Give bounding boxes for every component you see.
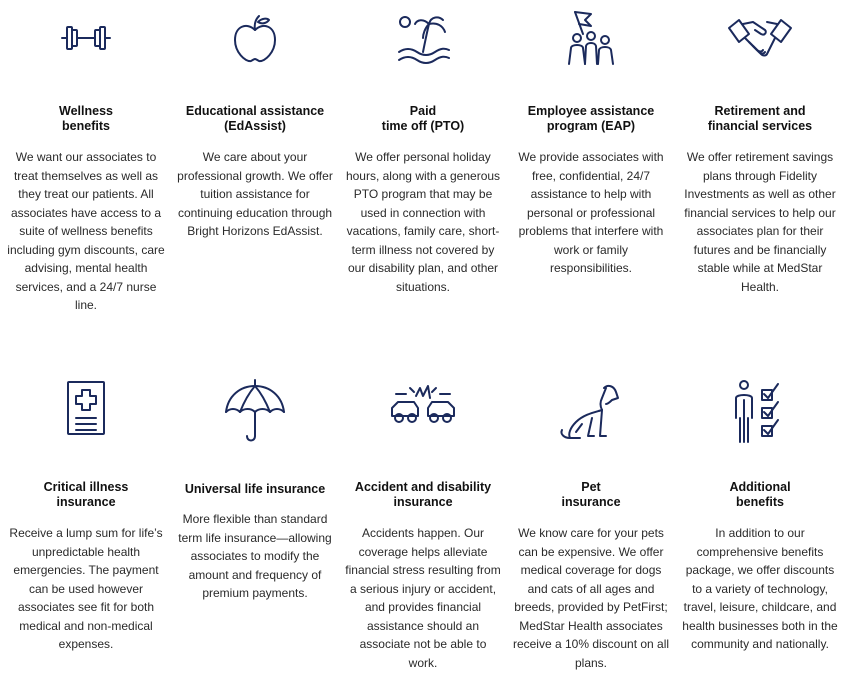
card-description: Receive a lump sum for life’s unpredictable health emergencies. The payment can be used however associates see fit for both medical and non-medical expenses. [9,526,163,651]
card-title: Additional benefits [729,480,791,509]
card-title: Universal life insurance [184,482,326,496]
card-description: We provide associates with free, confidential, 24/7 assistance to help with personal or professional problems that interfere with work or family responsibilities. [518,150,664,275]
card-title: Educational assistance (EdAssist) [185,104,325,133]
card-title: Retirement and financial services [707,104,813,133]
card-title: Paid time off (PTO) [381,104,465,133]
umbrella-icon [222,376,288,446]
dumbbell-icon [56,8,116,68]
card-description: We care about your professional growth. We offer tuition assistance for continuing education through Bright Horizons EdAssist. [177,150,333,238]
card-description: More flexible than standard term life insurance—allowing associates to modify the amount and frequency of premium payments. [178,512,332,600]
team-flag-icon [561,8,621,68]
card-description: We want our associates to treat themselves as well as they treat our patients. All associates have access to a suite of wellness benefits including gym discounts, care advising, mental health services, and a 24/7 nurse line. [7,150,165,312]
card-description: We know care for your pets can be expensive. We offer medical coverage for dogs and cats of all ages and breeds, provided by PetFirst; MedStar Health associates receive a 10% discount on all plans. [512,526,670,670]
card-title: Accident and disability insurance [354,480,492,509]
apple-icon [225,8,285,68]
card-title: Employee assistance program (EAP) [527,104,655,133]
person-checklist-icon [730,376,790,446]
beach-palm-icon [393,8,453,68]
card-description: We offer retirement savings plans through Fidelity Investments as well as other financial services to help our associates plan for their futures and be financially stable while at MedStar Health. [684,150,836,294]
card-description: In addition to our comprehensive benefits package, we offer discounts to a variety of technology, travel, leisure, childcare, and health businesses both in the community and nationally. [682,526,838,651]
card-title: Wellness benefits [59,104,113,133]
medical-document-icon [56,376,116,446]
card-title: Pet insurance [561,480,621,509]
car-collision-icon [388,376,458,436]
card-title: Critical illness insurance [43,480,129,509]
card-description: We offer personal holiday hours, along with a generous PTO program that may be used in connection with vacations, family care, short-term illness not covered by our disability plan, and other situations. [345,150,501,294]
handshake-icon [725,8,795,68]
card-description: Accidents happen. Our coverage helps alleviate financial stress resulting from a serious injury or accident, and provides financial assistance should an associate not be able to work. [345,526,501,670]
dog-icon [556,376,626,446]
